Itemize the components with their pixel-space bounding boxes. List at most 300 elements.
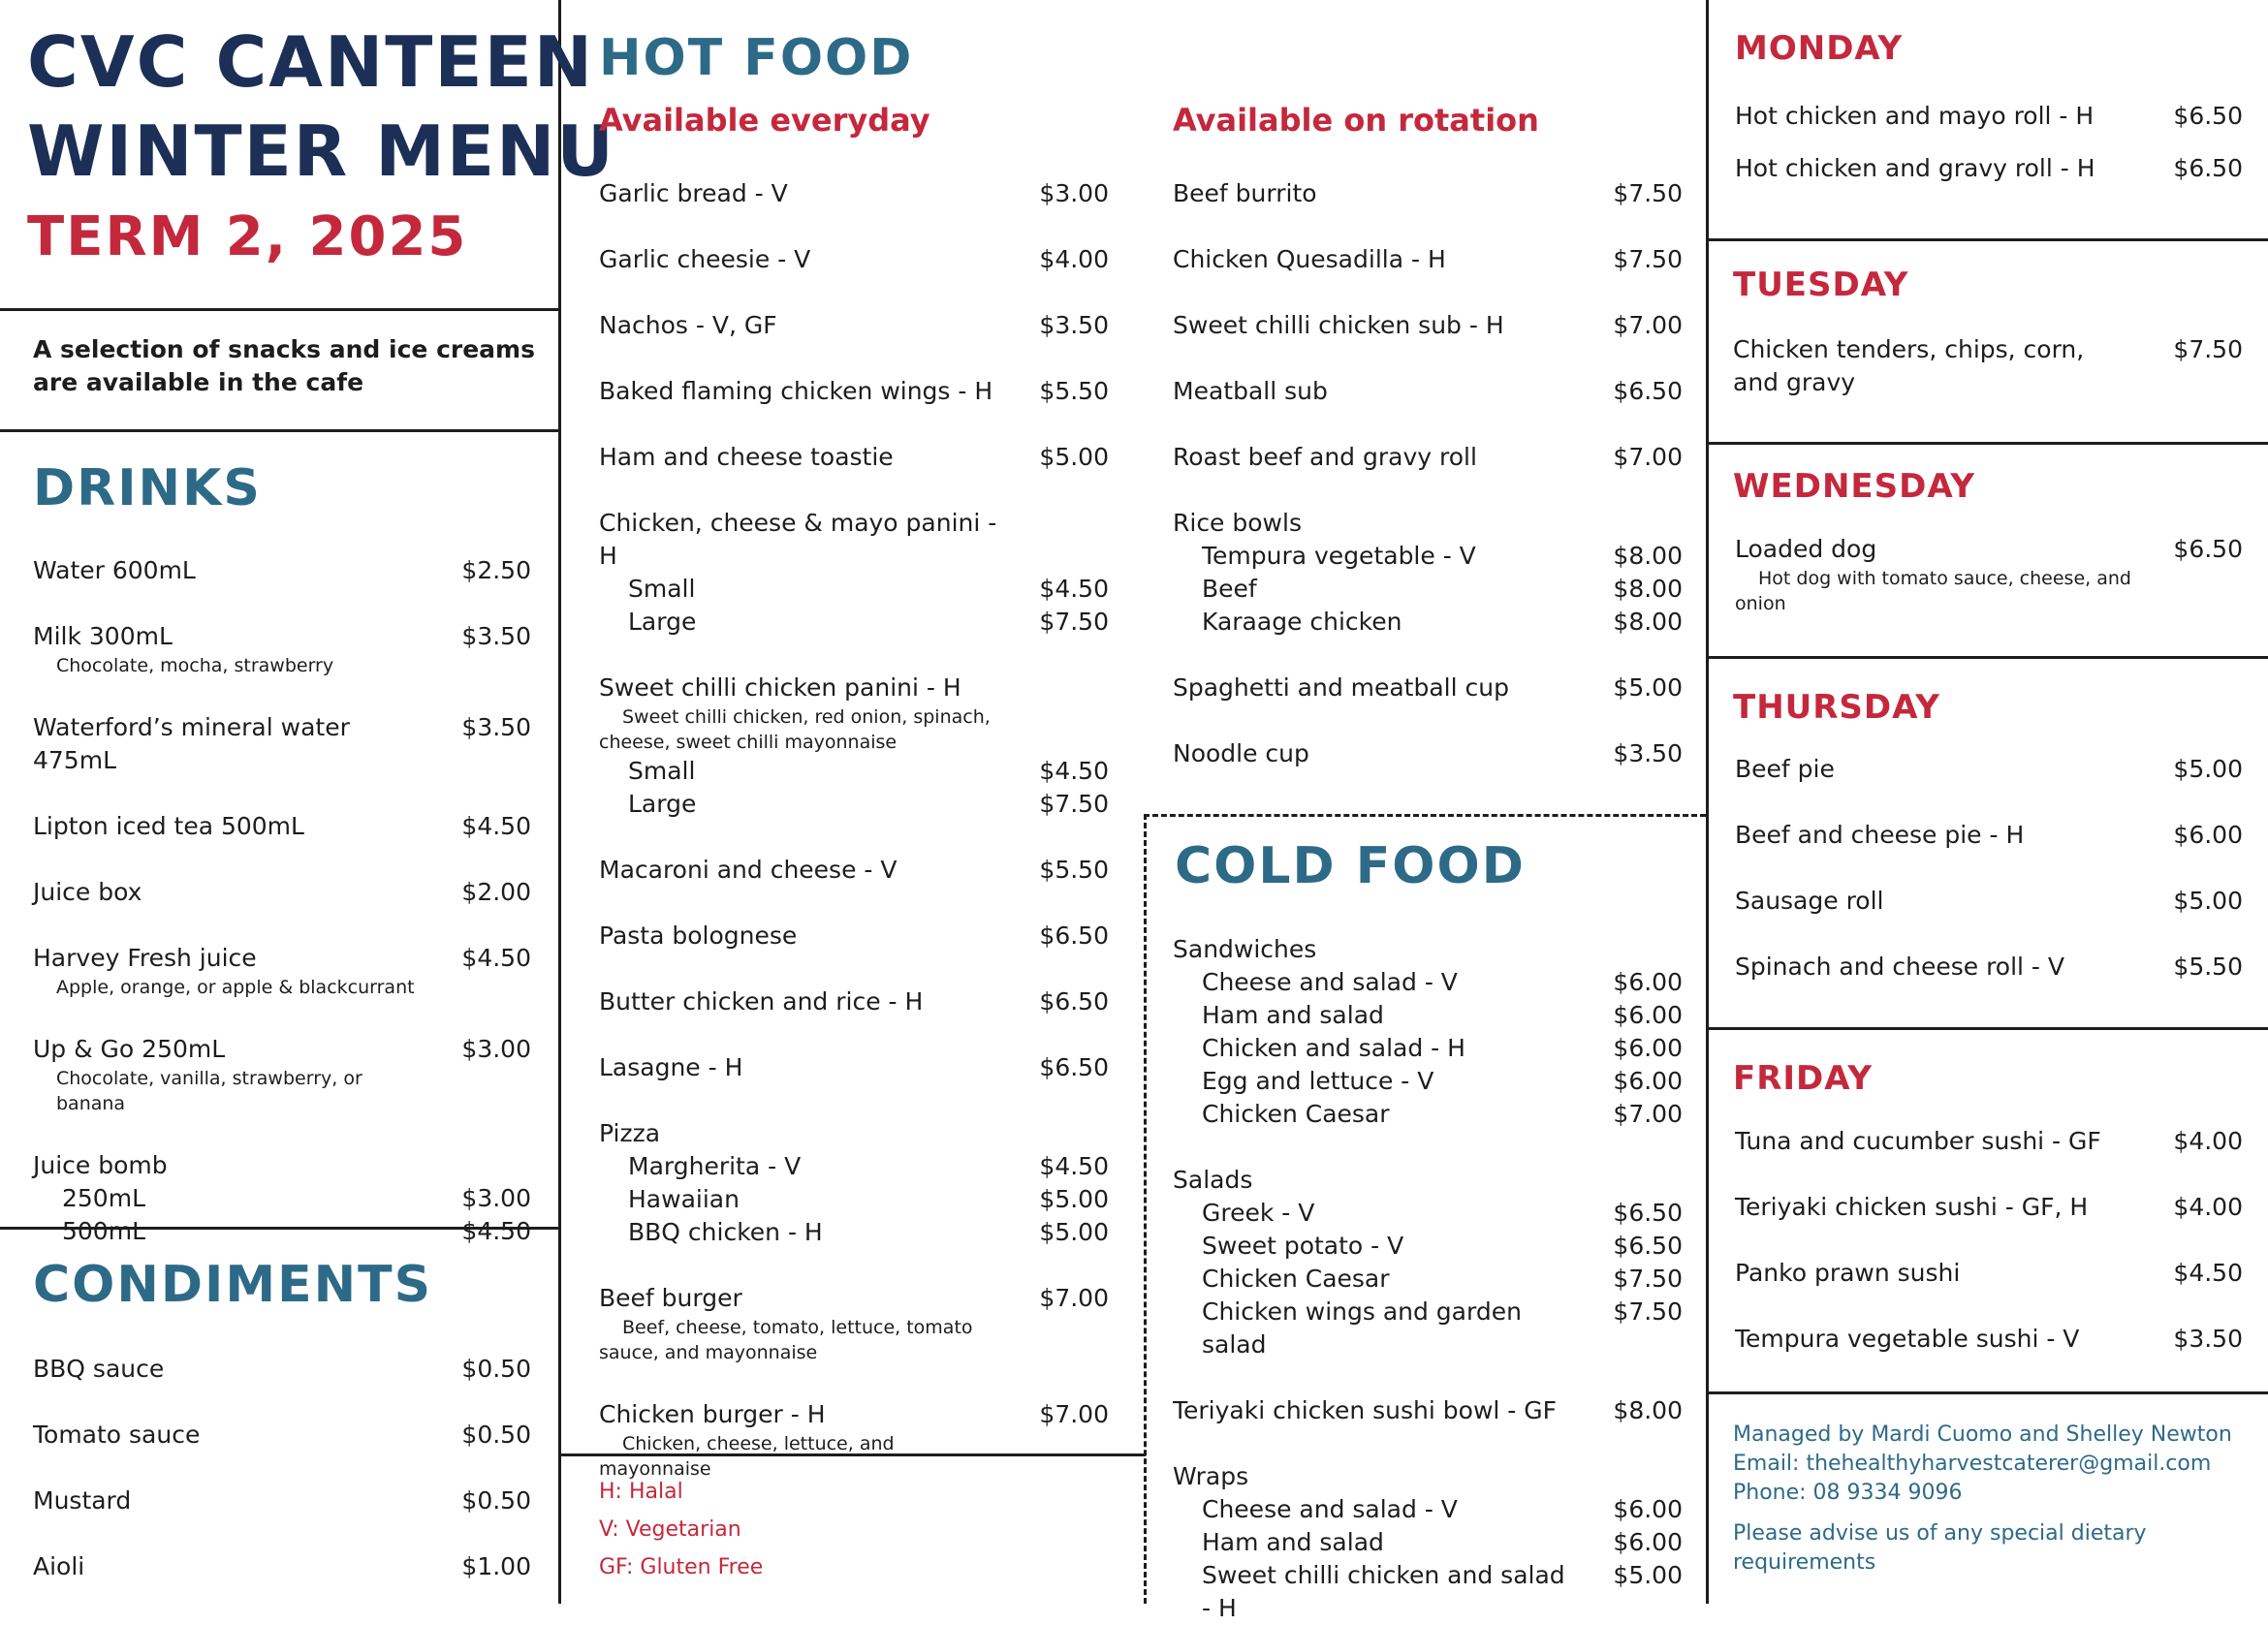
menu-item — [599, 1398, 1109, 1431]
item-price: $6.00 — [1613, 1528, 1683, 1556]
menu-entry — [33, 1419, 531, 1452]
item-name: Aioli — [33, 1552, 85, 1580]
dietary-legend — [599, 1473, 763, 1586]
menu-sub-item — [599, 1216, 1109, 1249]
menu-entry — [1735, 885, 2243, 918]
menu-entry — [599, 920, 1109, 953]
item-name: Sweet chilli chicken panini - H — [599, 673, 961, 702]
menu-item — [599, 243, 1109, 276]
item-price: $7.00 — [1613, 311, 1683, 339]
item-price: $5.50 — [1039, 856, 1109, 884]
item-price: $6.00 — [1613, 1034, 1683, 1062]
item-price: $4.50 — [461, 944, 531, 972]
item-name: Greek - V — [1202, 1199, 1315, 1227]
menu-sub-item — [1173, 966, 1683, 999]
item-name: Harvey Fresh juice — [33, 944, 257, 972]
item-price: $6.50 — [2173, 102, 2243, 130]
dietary-advice: Please advise us of any special dietary requirements — [1733, 1521, 2147, 1575]
item-price: $3.00 — [461, 1035, 531, 1063]
menu-entry — [1735, 1191, 2243, 1224]
title-line-2: WINTER MENU — [27, 110, 615, 192]
menu-item — [599, 1282, 1109, 1315]
item-price: $0.50 — [461, 1355, 531, 1383]
menu-entry — [33, 876, 531, 909]
menu-item — [1735, 951, 2243, 984]
item-price: $5.00 — [1039, 1218, 1109, 1246]
menu-entry — [1173, 737, 1683, 770]
cold-food-list — [1173, 933, 1683, 1625]
divider-cold-food-left — [1144, 814, 1147, 1604]
item-price: $4.00 — [1039, 245, 1109, 273]
menu-item — [599, 375, 1109, 408]
item-price: $7.50 — [1613, 179, 1683, 207]
item-price: $6.50 — [1039, 922, 1109, 950]
item-price: $3.50 — [1613, 739, 1683, 767]
friday-list — [1735, 1125, 2243, 1356]
menu-sub-item — [1173, 1098, 1683, 1131]
menu-item — [1733, 333, 2243, 399]
menu-entry — [1735, 951, 2243, 984]
item-description: Chocolate, vanilla, strawberry, or banana — [56, 1068, 362, 1114]
item-name: 500mL — [62, 1217, 145, 1245]
menu-entry — [1733, 333, 2243, 399]
item-price: $7.00 — [1039, 1400, 1109, 1428]
item-price: $7.00 — [1613, 1100, 1683, 1128]
item-price: $6.50 — [1039, 987, 1109, 1016]
wednesday-heading: WEDNESDAY — [1733, 467, 1976, 506]
menu-entry — [1735, 100, 2243, 133]
item-price: $8.00 — [1613, 1396, 1683, 1424]
menu-sub-item — [1173, 1296, 1683, 1361]
item-price: $5.50 — [1039, 377, 1109, 405]
tuesday-heading: TUESDAY — [1733, 266, 1909, 304]
menu-entry — [599, 441, 1109, 474]
thursday-heading: THURSDAY — [1733, 688, 1940, 727]
item-description: Beef, cheese, tomato, lettuce, tomato sauce, and mayonnaise — [599, 1317, 973, 1363]
menu-sub-item — [33, 1182, 531, 1215]
item-name: Hawaiian — [628, 1185, 740, 1213]
divider-cold-food-top — [1144, 814, 1706, 817]
menu-sub-item — [599, 606, 1109, 639]
menu-sub-item — [599, 755, 1109, 788]
menu-entry — [1173, 1394, 1683, 1427]
item-name: Butter chicken and rice - H — [599, 987, 924, 1016]
menu-item — [599, 672, 1109, 704]
cold-food-heading: COLD FOOD — [1175, 837, 1526, 895]
item-name: Ham and cheese toastie — [599, 443, 894, 471]
item-price: $4.50 — [2173, 1259, 2243, 1287]
menu-item — [1173, 375, 1683, 408]
menu-entry — [599, 985, 1109, 1018]
hot-food-heading: HOT FOOD — [599, 29, 914, 87]
item-price: $6.00 — [2173, 821, 2243, 849]
item-price: $5.00 — [1039, 443, 1109, 471]
menu-sub-item — [1173, 1526, 1683, 1559]
item-name: Chicken wings and garden salad — [1202, 1297, 1522, 1359]
menu-item — [1173, 933, 1683, 966]
menu-sub-item — [599, 1183, 1109, 1216]
item-name: 250mL — [62, 1184, 145, 1212]
item-price: $6.50 — [2173, 154, 2243, 182]
menu-item — [1735, 152, 2243, 185]
item-price: $7.50 — [1039, 608, 1109, 636]
item-name: Hot chicken and gravy roll - H — [1735, 154, 2095, 182]
menu-sub-item — [1173, 1559, 1683, 1625]
item-name: Spaghetti and meatball cup — [1173, 673, 1509, 702]
item-price: $4.50 — [1039, 1152, 1109, 1180]
menu-item — [1735, 100, 2243, 133]
menu-item — [1735, 753, 2243, 786]
tuesday-list — [1733, 333, 2243, 399]
menu-entry — [599, 1117, 1109, 1249]
menu-item — [33, 620, 531, 653]
menu-item — [1735, 885, 2243, 918]
item-price: $7.50 — [1613, 1265, 1683, 1293]
item-name: Beef burrito — [1173, 179, 1317, 207]
legend-gluten-free: GF: Gluten Free — [599, 1555, 764, 1579]
drinks-heading: DRINKS — [33, 459, 262, 517]
menu-item — [1173, 672, 1683, 704]
item-description: Hot dog with tomato sauce, cheese, and onion — [1735, 568, 2131, 614]
divider-wednesday — [1706, 656, 2268, 659]
item-price: $8.00 — [1613, 575, 1683, 603]
menu-entry — [33, 620, 531, 678]
menu-entry — [33, 942, 531, 1000]
menu-item — [599, 854, 1109, 887]
item-name: Up & Go 250mL — [33, 1035, 226, 1063]
contact-phone: Phone: 08 9334 9096 — [1733, 1481, 1963, 1505]
menu-entry — [33, 1353, 531, 1386]
wednesday-list — [1735, 533, 2243, 616]
item-name: Chicken tenders, chips, corn, and gravy — [1733, 335, 2085, 396]
menu-entry — [599, 1051, 1109, 1084]
menu-entry — [33, 711, 531, 777]
item-name: Sausage roll — [1735, 887, 1884, 915]
item-price: $3.50 — [1039, 311, 1109, 339]
item-name: Pizza — [599, 1119, 661, 1147]
item-price: $6.00 — [1613, 1001, 1683, 1029]
menu-item — [33, 1419, 531, 1452]
item-name: Roast beef and gravy roll — [1173, 443, 1477, 471]
item-name: Tempura vegetable sushi - V — [1735, 1325, 2080, 1353]
divider-note — [0, 429, 560, 432]
managed-by: Managed by Mardi Cuomo and Shelley Newton — [1733, 1422, 2232, 1447]
item-price: $2.50 — [461, 556, 531, 584]
item-price: $5.00 — [2173, 887, 2243, 915]
item-name: Garlic bread - V — [599, 179, 788, 207]
everyday-label: Available everyday — [599, 102, 930, 139]
menu-item — [599, 309, 1109, 342]
menu-entry — [1173, 375, 1683, 408]
menu-item — [33, 554, 531, 587]
item-name: Lipton iced tea 500mL — [33, 812, 304, 840]
menu-sub-item — [1173, 1230, 1683, 1263]
condiments-heading: CONDIMENTS — [33, 1256, 433, 1314]
item-name: Beef pie — [1735, 755, 1835, 783]
menu-sub-item — [1173, 573, 1683, 606]
item-price: $5.00 — [1613, 673, 1683, 702]
item-name: Macaroni and cheese - V — [599, 856, 898, 884]
item-name: Noodle cup — [1173, 739, 1309, 767]
item-price: $6.50 — [1613, 1199, 1683, 1227]
menu-item — [599, 985, 1109, 1018]
item-price: $0.50 — [461, 1421, 531, 1449]
monday-list — [1735, 100, 2243, 185]
item-name: Ham and salad — [1202, 1528, 1384, 1556]
everyday-list — [599, 177, 1109, 1482]
item-name: Hot chicken and mayo roll - H — [1735, 102, 2095, 130]
item-name: Cheese and salad - V — [1202, 968, 1458, 996]
term-label: TERM 2, 2025 — [27, 205, 468, 268]
menu-item — [1173, 507, 1683, 540]
menu-sub-item — [599, 573, 1109, 606]
menu-item — [1735, 1257, 2243, 1290]
item-description: Apple, orange, or apple & blackcurrant — [56, 977, 415, 998]
item-price: $6.50 — [2173, 535, 2243, 563]
menu-item — [1735, 1191, 2243, 1224]
item-name: Water 600mL — [33, 556, 196, 584]
menu-item — [599, 1051, 1109, 1084]
menu-entry — [1735, 152, 2243, 185]
item-name: Small — [628, 575, 696, 603]
item-price: $7.50 — [1613, 245, 1683, 273]
divider-monday — [1706, 238, 2268, 241]
page-title — [27, 17, 615, 196]
menu-entry — [1735, 819, 2243, 852]
menu-sub-item — [1173, 1493, 1683, 1526]
item-name: Mustard — [33, 1486, 132, 1515]
item-name: Large — [628, 608, 697, 636]
item-name: Lasagne - H — [599, 1053, 743, 1081]
legend-halal: H: Halal — [599, 1480, 683, 1504]
item-name: Chicken Caesar — [1202, 1265, 1390, 1293]
menu-entry — [33, 1550, 531, 1583]
menu-item — [33, 1550, 531, 1583]
menu-item — [1173, 1394, 1683, 1427]
item-price: $5.00 — [1613, 1561, 1683, 1589]
menu-entry — [599, 1282, 1109, 1365]
item-description: Chocolate, mocha, strawberry — [56, 655, 334, 676]
item-price: $6.50 — [1613, 377, 1683, 405]
item-price: $8.00 — [1613, 542, 1683, 570]
menu-item — [33, 1484, 531, 1517]
item-name: Egg and lettuce - V — [1202, 1067, 1434, 1095]
item-price: $4.00 — [2173, 1127, 2243, 1155]
item-name: Rice bowls — [1173, 509, 1302, 537]
menu-entry — [33, 1484, 531, 1517]
item-name: Chicken and salad - H — [1202, 1034, 1465, 1062]
item-name: Cheese and salad - V — [1202, 1495, 1458, 1523]
item-price: $8.00 — [1613, 608, 1683, 636]
menu-item — [1735, 533, 2243, 566]
item-price: $4.50 — [1039, 575, 1109, 603]
menu-item — [1173, 1164, 1683, 1197]
menu-sub-item — [33, 1215, 531, 1248]
menu-sub-item — [599, 788, 1109, 821]
menu-item — [33, 810, 531, 843]
menu-sub-item — [1173, 606, 1683, 639]
menu-entry — [1173, 177, 1683, 210]
rotation-list — [1173, 177, 1683, 770]
item-price: $4.50 — [461, 812, 531, 840]
menu-entry — [1173, 507, 1683, 639]
item-price: $7.50 — [1613, 1297, 1683, 1326]
item-price: $7.00 — [1613, 443, 1683, 471]
menu-entry — [1173, 309, 1683, 342]
divider-tuesday — [1706, 442, 2268, 445]
menu-item — [33, 1033, 531, 1066]
item-name: Sweet chilli chicken and salad - H — [1202, 1561, 1565, 1622]
item-name: Small — [628, 757, 696, 785]
item-price: $5.50 — [2173, 953, 2243, 981]
item-name: Sweet potato - V — [1202, 1232, 1404, 1260]
item-name: Juice bomb — [33, 1151, 168, 1179]
item-name: Chicken, cheese & mayo panini - H — [599, 509, 997, 570]
item-price: $6.00 — [1613, 1067, 1683, 1095]
menu-entry — [1173, 1460, 1683, 1625]
item-name: Panko prawn sushi — [1735, 1259, 1961, 1287]
menu-item — [599, 441, 1109, 474]
menu-sub-item — [1173, 1263, 1683, 1296]
item-name: Teriyaki chicken sushi - GF, H — [1735, 1193, 2089, 1221]
menu-item — [33, 1149, 531, 1182]
legend-vegetarian: V: Vegetarian — [599, 1517, 741, 1542]
menu-entry — [599, 507, 1109, 639]
item-name: Sandwiches — [1173, 935, 1317, 963]
menu-item — [599, 177, 1109, 210]
menu-entry — [599, 309, 1109, 342]
item-name: Nachos - V, GF — [599, 311, 777, 339]
menu-entry — [33, 1033, 531, 1116]
menu-item — [599, 920, 1109, 953]
item-name: Chicken burger - H — [599, 1400, 826, 1428]
menu-entry — [1173, 933, 1683, 1131]
item-name: Pasta bolognese — [599, 922, 798, 950]
menu-sub-item — [1173, 1197, 1683, 1230]
menu-entry — [33, 554, 531, 587]
item-name: Ham and salad — [1202, 1001, 1384, 1029]
item-price: $4.00 — [2173, 1193, 2243, 1221]
item-price: $7.00 — [1039, 1284, 1109, 1312]
item-price: $4.50 — [461, 1217, 531, 1245]
menu-entry — [33, 1149, 531, 1248]
cafe-note: A selection of snacks and ice creams are available in the cafe — [33, 335, 535, 396]
item-name: Tempura vegetable - V — [1202, 542, 1476, 570]
item-name: Beef and cheese pie - H — [1735, 821, 2025, 849]
menu-item — [1173, 309, 1683, 342]
item-name: Garlic cheesie - V — [599, 245, 811, 273]
item-name: Chicken Quesadilla - H — [1173, 245, 1446, 273]
menu-item — [599, 507, 1109, 573]
item-price: $2.00 — [461, 878, 531, 906]
item-name: Spinach and cheese roll - V — [1735, 953, 2065, 981]
menu-entry — [599, 1398, 1109, 1482]
item-price: $7.50 — [1039, 790, 1109, 818]
divider-friday — [1706, 1391, 2268, 1394]
item-name: Beef burger — [599, 1284, 742, 1312]
item-description: Sweet chilli chicken, red onion, spinach, cheese, sweet chilli mayonnaise — [599, 706, 991, 753]
menu-entry — [599, 672, 1109, 821]
menu-item — [1173, 243, 1683, 276]
item-name: Tomato sauce — [33, 1421, 201, 1449]
item-name: Wraps — [1173, 1462, 1249, 1490]
item-name: Margherita - V — [628, 1152, 802, 1180]
menu-item — [1173, 177, 1683, 210]
menu-item — [33, 711, 531, 777]
item-name: BBQ chicken - H — [628, 1218, 823, 1246]
item-price: $5.00 — [1039, 1185, 1109, 1213]
menu-entry — [1735, 1257, 2243, 1290]
menu-item — [1173, 737, 1683, 770]
item-price: $6.00 — [1613, 968, 1683, 996]
menu-sub-item — [1173, 540, 1683, 573]
friday-heading: FRIDAY — [1733, 1059, 1873, 1098]
item-price: $1.00 — [461, 1552, 531, 1580]
menu-entry — [1173, 441, 1683, 474]
divider-thursday — [1706, 1027, 2268, 1030]
title-line-1: CVC CANTEEN — [27, 21, 595, 103]
item-name: Sweet chilli chicken sub - H — [1173, 311, 1504, 339]
menu-entry — [599, 375, 1109, 408]
menu-item — [599, 1117, 1109, 1150]
menu-sub-item — [1173, 999, 1683, 1032]
item-name: Large — [628, 790, 697, 818]
menu-sub-item — [1173, 1032, 1683, 1065]
item-price: $3.50 — [461, 713, 531, 741]
menu-entry — [1735, 753, 2243, 786]
item-name: Juice box — [33, 878, 142, 906]
menu-item — [33, 942, 531, 975]
item-name: Salads — [1173, 1166, 1253, 1194]
thursday-list — [1735, 753, 2243, 984]
item-name: Teriyaki chicken sushi bowl - GF — [1173, 1396, 1558, 1424]
menu-item — [1735, 1323, 2243, 1356]
item-price: $4.50 — [1039, 757, 1109, 785]
item-price: $3.50 — [461, 622, 531, 650]
monday-heading: MONDAY — [1735, 29, 1904, 68]
menu-item — [1735, 819, 2243, 852]
item-price: $3.00 — [461, 1184, 531, 1212]
drinks-list — [33, 554, 531, 1248]
menu-entry — [1735, 533, 2243, 616]
menu-item — [1735, 1125, 2243, 1158]
menu-item — [1173, 1460, 1683, 1493]
menu-entry — [599, 243, 1109, 276]
menu-entry — [1735, 1125, 2243, 1158]
contact-email: Email: thehealthyharvestcaterer@gmail.com — [1733, 1452, 2212, 1476]
item-price: $0.50 — [461, 1486, 531, 1515]
item-name: Beef — [1202, 575, 1257, 603]
item-description: Chicken, cheese, lettuce, and mayonnaise — [599, 1433, 895, 1480]
item-name: Waterford’s mineral water 475mL — [33, 713, 350, 774]
condiments-list — [33, 1353, 531, 1583]
item-price: $3.00 — [1039, 179, 1109, 207]
menu-entry — [599, 854, 1109, 887]
item-name: BBQ sauce — [33, 1355, 165, 1383]
rotation-label: Available on rotation — [1173, 102, 1539, 139]
menu-entry — [1173, 672, 1683, 704]
item-price: $6.50 — [1039, 1053, 1109, 1081]
item-price: $7.50 — [2173, 335, 2243, 363]
item-name: Meatball sub — [1173, 377, 1328, 405]
contact-info — [1733, 1421, 2247, 1578]
menu-sub-item — [1173, 1065, 1683, 1098]
item-name: Tuna and cucumber sushi - GF — [1735, 1127, 2101, 1155]
item-name: Baked flaming chicken wings - H — [599, 377, 993, 405]
item-price: $3.50 — [2173, 1325, 2243, 1353]
item-name: Chicken Caesar — [1202, 1100, 1390, 1128]
menu-entry — [1173, 1164, 1683, 1361]
